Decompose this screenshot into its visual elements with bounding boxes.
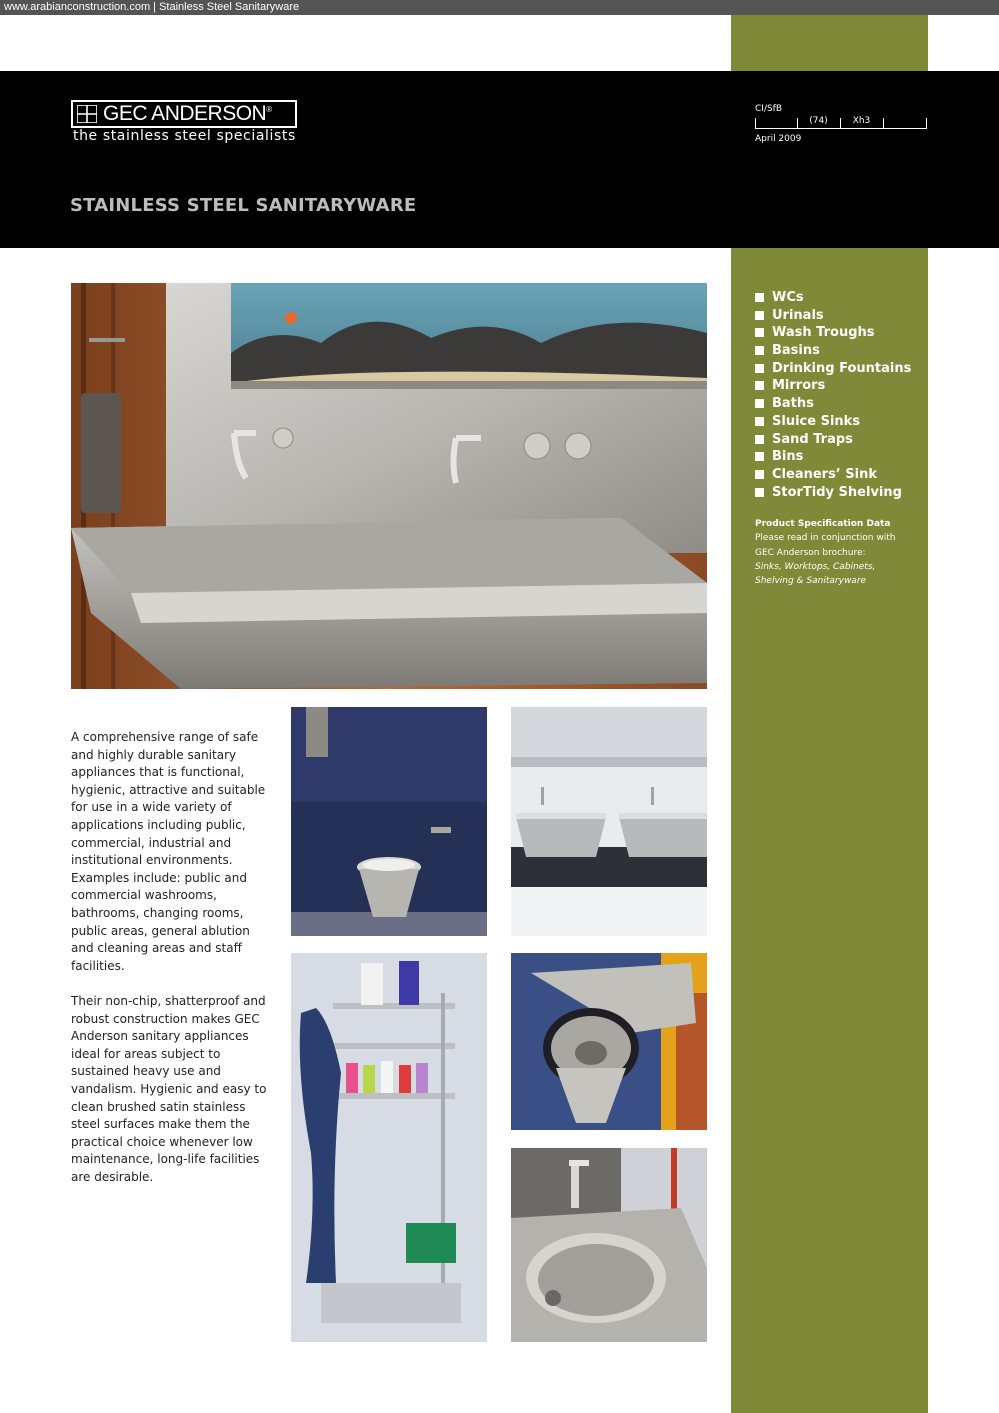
photo-wc (291, 707, 487, 936)
product-item: Mirrors (755, 377, 911, 395)
page-title: STAINLESS STEEL SANITARYWARE (70, 195, 417, 216)
product-item: Baths (755, 395, 911, 413)
product-item: StorTidy Shelving (755, 484, 911, 502)
photo-cleaners-sink (511, 1148, 707, 1342)
product-list (755, 289, 911, 501)
bullet-square-icon (755, 381, 764, 390)
classification-code: Xh3 (852, 116, 871, 126)
product-item: Sand Traps (755, 431, 911, 449)
product-item: Bins (755, 448, 911, 466)
bullet-square-icon (755, 435, 764, 444)
photo-sluice-sink (511, 953, 707, 1130)
spec-note-line: Please read in conjunction with (755, 533, 896, 544)
bullet-square-icon (755, 470, 764, 479)
bullet-square-icon (755, 399, 764, 408)
header-band (0, 71, 999, 248)
classification-boxes (755, 116, 927, 129)
registered-mark: ® (266, 105, 272, 114)
spec-note (755, 517, 920, 588)
photo-stortidy-shelving (291, 953, 487, 1342)
bullet-square-icon (755, 488, 764, 497)
brand-logo (71, 100, 297, 128)
spec-note-brochure: Shelving & Sanitaryware (755, 576, 867, 587)
bullet-square-icon (755, 364, 764, 373)
logo-mark-icon (77, 105, 97, 123)
brand-tagline: the stainless steel specialists (73, 128, 296, 144)
classification-label: CI/SfB (755, 104, 783, 114)
construction-paragraph: Their non-chip, shatterproof and robust construction makes GEC Anderson sanitary appliances ideal for areas subject to sustained heavy use and vandalism. Hygienic and easy to clean brushed satin stainless steel surfaces make them the practical choice whenever low maintenance, long-life facilities are desirable. (71, 994, 267, 1184)
product-item: Basins (755, 342, 911, 360)
bullet-square-icon (755, 346, 764, 355)
hero-photo-wash-trough (71, 283, 707, 689)
brand-name: GEC ANDERSON (103, 102, 267, 125)
spec-note-brochure: Sinks, Worktops, Cabinets, (755, 561, 876, 572)
product-item: WCs (755, 289, 911, 307)
bullet-square-icon (755, 417, 764, 426)
product-item: Wash Troughs (755, 324, 911, 342)
product-item: Cleaners’ Sink (755, 466, 911, 484)
bullet-square-icon (755, 311, 764, 320)
spec-note-line: GEC Anderson brochure: (755, 547, 866, 558)
bullet-square-icon (755, 328, 764, 337)
product-item: Drinking Fountains (755, 360, 911, 378)
bullet-square-icon (755, 452, 764, 461)
issue-date: April 2009 (755, 134, 802, 144)
intro-paragraph: A comprehensive range of safe and highly durable sanitary appliances that is functional, hygienic, attractive and suitable for use in a wide variety of applications including public, commercial, industrial and institutional environments. Examples include: public and commercial washrooms, bathrooms, changing rooms, public areas, general ablution and cleaning areas and staff facilities. (71, 730, 266, 973)
browser-url-bar: www.arabianconstruction.com | Stainless Steel Sanitaryware (0, 0, 999, 15)
spec-note-title: Product Specification Data (755, 519, 891, 529)
classification-code: (74) (809, 116, 828, 126)
bullet-square-icon (755, 293, 764, 302)
photo-wall-basins (511, 707, 707, 936)
product-item: Urinals (755, 307, 911, 325)
product-item: Sluice Sinks (755, 413, 911, 431)
